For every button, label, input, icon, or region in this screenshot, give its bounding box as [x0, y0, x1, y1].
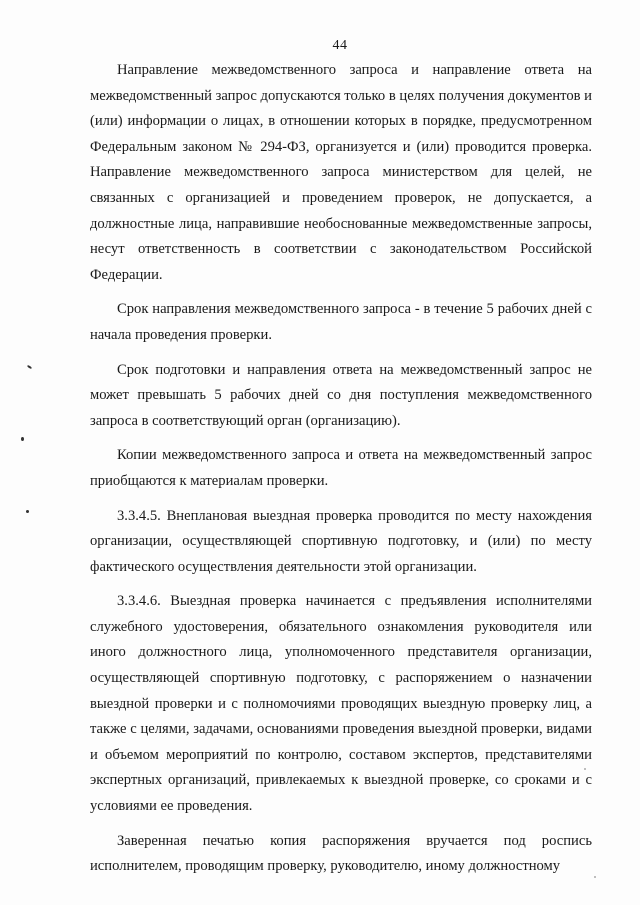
- scan-mark: [594, 876, 596, 878]
- body-text: [90, 58, 592, 880]
- paragraph-certified-copy: Заверенная печатью копия распоряжения вручается под роспись исполнителем, проводящим проверку, руководителю, иному должностному: [90, 832, 592, 875]
- scan-mark: [21, 437, 24, 441]
- paragraph-3-3-4-6: 3.3.4.6. Выездная проверка начинается с предъявления исполнителями служебного удостоверения, обязательного ознакомления руководителя или иного должностного лица, уполномоченного представителя организации, осуществляющей спортивную подготовку, с распоряжением о назначении выездной проверки и с полномочиями проводящих выездную проверку лиц, а также с целями, задачами, основаниями проведения выездной проверки, видами и объемом мероприятий по контролю, составом экспертов, представителями экспертных организаций, привлекаемых к выездной проверке, со сроками и с условиями ее проведения.: [90, 593, 592, 815]
- paragraph-response-deadline: Срок подготовки и направления ответа на межведомственный запрос не может превышать 5 рабочих дней со дня поступления межведомственного запроса в соответствующий орган (организацию).: [90, 361, 592, 429]
- paragraph-interagency-request: Направление межведомственного запроса и направление ответа на межведомственный запрос допускаются только в целях получения документов и (или) информации о лицах, в отношении которых в порядке, предусмотренном Федеральным законом № 294-ФЗ, организуется и (или) проводится проверка. Направление межведомственного запроса министерством для целей, не связанных с организацией и проведением проверок, не допускается, а должностные лица, направившие необоснованные межведомственные запросы, несут ответственность в соответствии с законодательством Российской Федерации.: [90, 62, 592, 283]
- paragraph-copies: Копии межведомственного запроса и ответа на межведомственный запрос приобщаются к материалам проверки.: [90, 447, 592, 489]
- scan-mark: [27, 365, 32, 370]
- scan-mark: [26, 510, 29, 513]
- paragraph-3-3-4-5: 3.3.4.5. Внеплановая выездная проверка проводится по месту нахождения организации, осуществляющей спортивную подготовку, и (или) по месту фактического осуществления деятельности этой организации.: [90, 507, 592, 575]
- paragraph-request-deadline: Срок направления межведомственного запроса - в течение 5 рабочих дней с начала проведения проверки.: [90, 301, 592, 343]
- page-number: 44: [332, 38, 348, 53]
